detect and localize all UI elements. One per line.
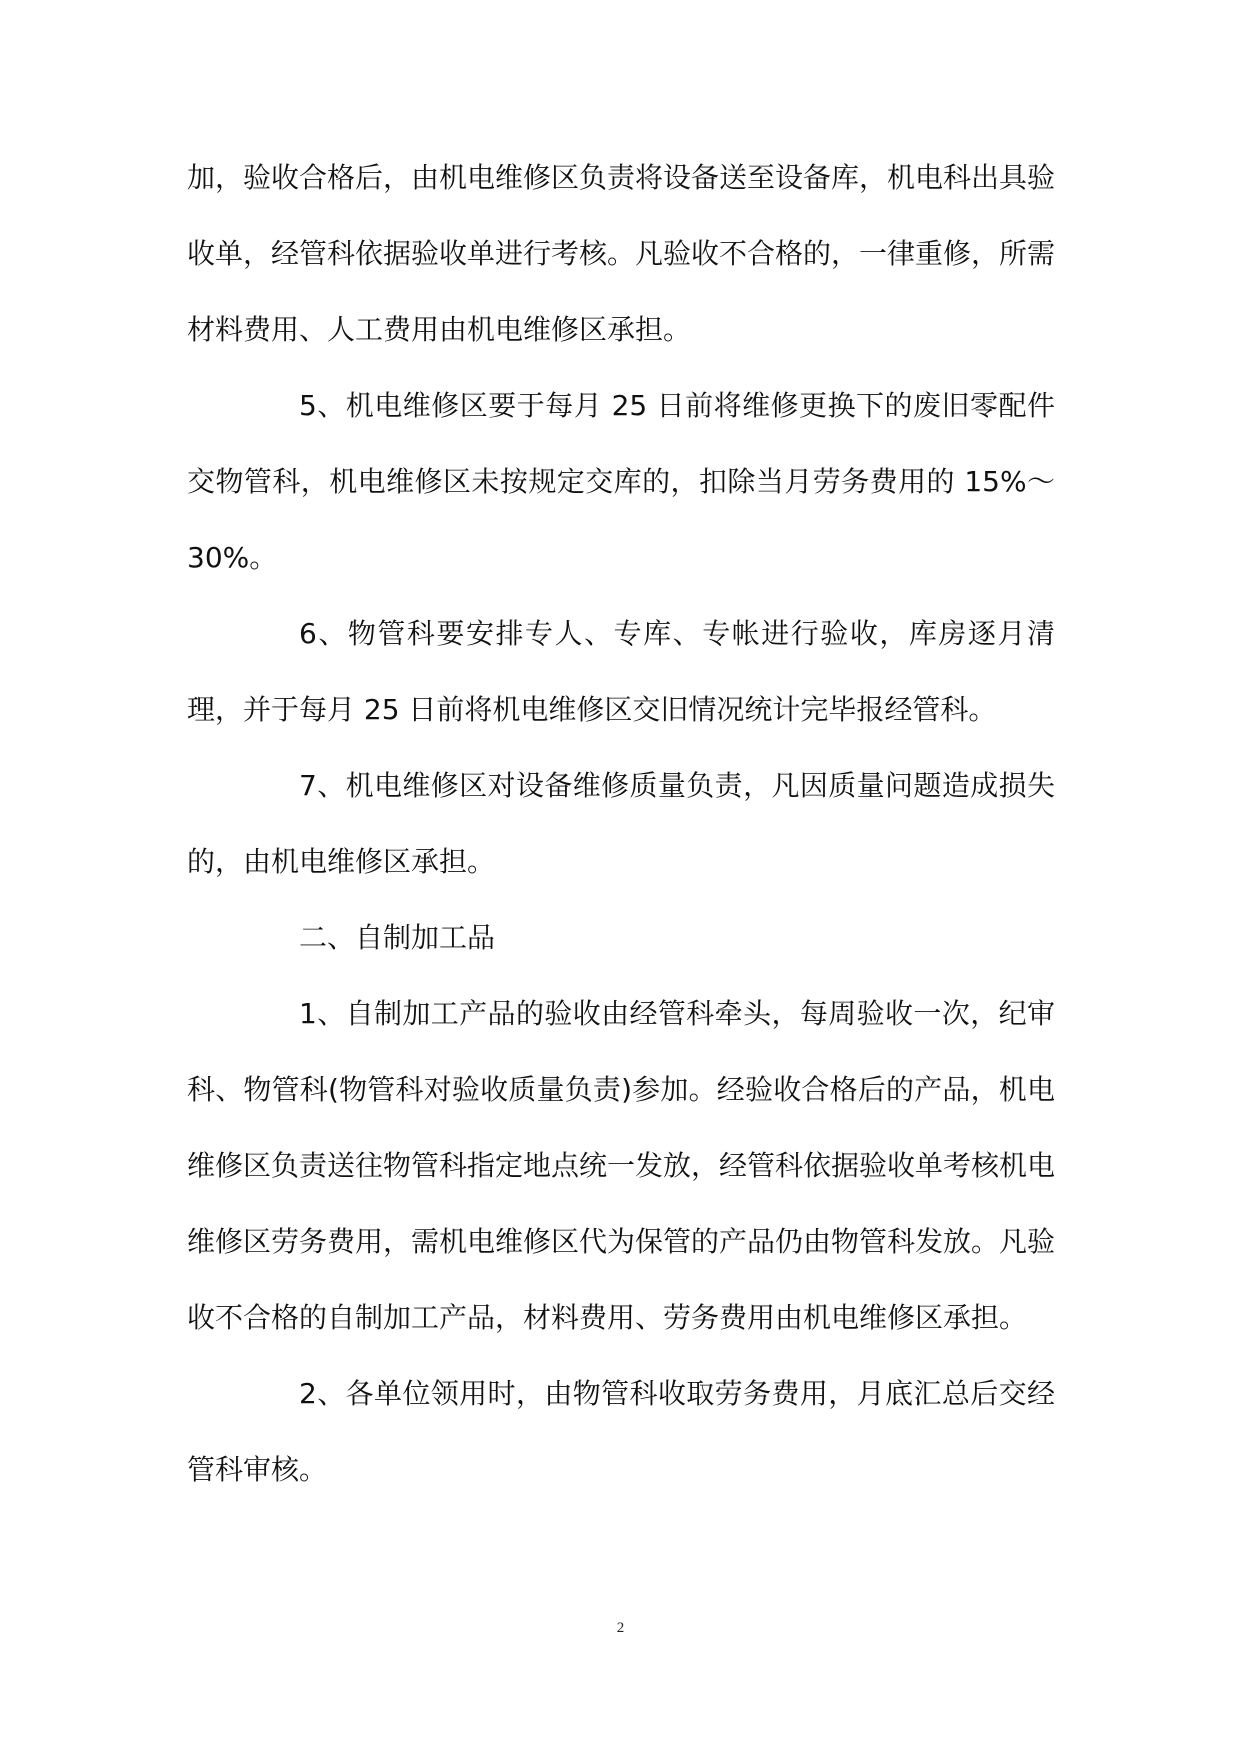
paragraph-item-7: 7、机电维修区对设备维修质量负责，凡因质量问题造成损失的，由机电维修区承担。 [187, 769, 1055, 878]
paragraph-item-5: 5、机电维修区要于每月 25 日前将维修更换下的废旧零配件交物管科，机电维修区未按规定交库的，扣除当月劳务费用的 15%～30%。 [187, 389, 1055, 574]
paragraph-item-6: 6、物管科要安排专人、专库、专帐进行验收，库房逐月清理，并于每月 25 日前将机电维修区交旧情况统计完毕报经管科。 [187, 617, 1055, 726]
paragraph-continuation: 加，验收合格后，由机电维修区负责将设备送至设备库，机电科出具验收单，经管科依据验收单进行考核。凡验收不合格的，一律重修，所需材料费用、人工费用由机电维修区承担。 [187, 161, 1056, 346]
paragraph-item-1: 1、自制加工产品的验收由经管科牵头，每周验收一次，纪审科、物管科(物管科对验收质量负责)参加。经验收合格后的产品，机电维修区负责送往物管科指定地点统一发放，经管科依据验收单考核机电维修区劳务费用，需机电维修区代为保管的产品仍由物管科发放。凡验收不合格的自制加工产品，材料费用、劳务费用由机电维修区承担。 [187, 997, 1056, 1334]
page-number: 2 [616, 1620, 625, 1636]
paragraph-item-2: 2、各单位领用时，由物管科收取劳务费用，月底汇总后交经管科审核。 [187, 1377, 1055, 1486]
section-heading: 二、自制加工品 [299, 921, 496, 954]
body-text [187, 140, 1055, 1508]
